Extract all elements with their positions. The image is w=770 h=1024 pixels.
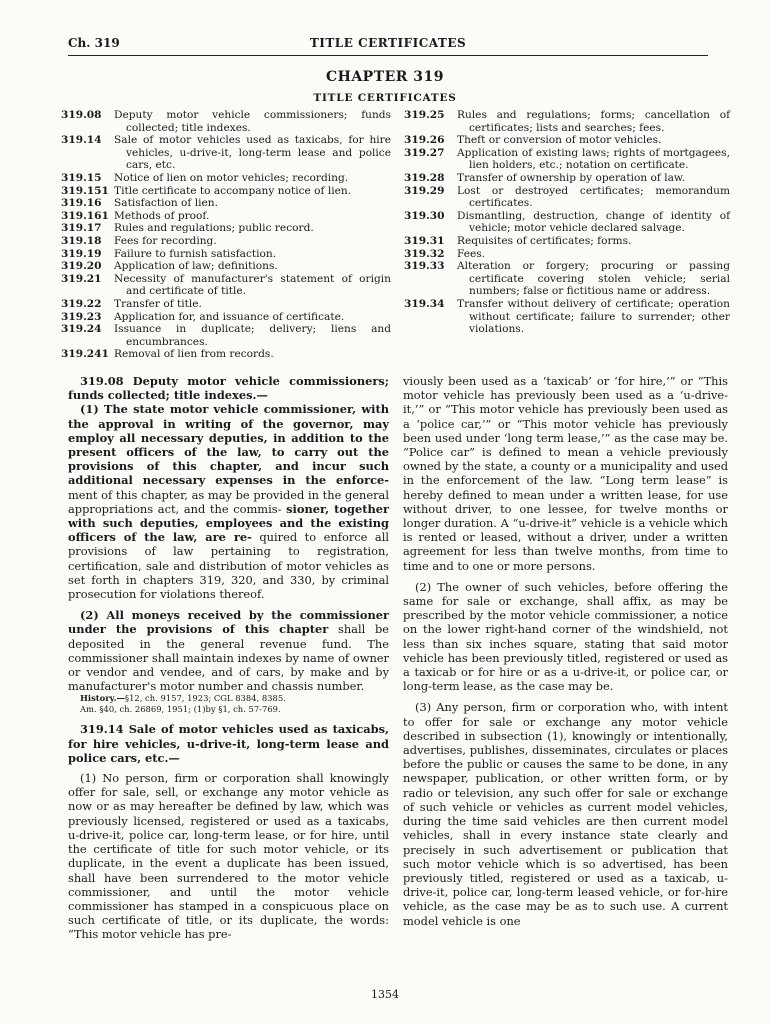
toc-section-title: Dismantling, destruction, change of identity of vehicle; motor vehicle declared salvage.	[457, 209, 730, 235]
toc-right-column	[404, 109, 730, 336]
toc-section-title: Transfer of title.	[114, 297, 202, 310]
toc-section-title: Methods of proof.	[114, 209, 210, 222]
toc-section-number: 319.30	[404, 209, 445, 222]
toc-entry	[404, 185, 730, 210]
toc-section-number: 319.24	[61, 323, 102, 336]
running-header	[68, 36, 708, 56]
toc-entry	[404, 109, 730, 134]
toc-entry	[61, 235, 391, 248]
toc-section-number: 319.29	[404, 184, 445, 197]
toc-section-number: 319.17	[61, 222, 102, 235]
running-title: TITLE CERTIFICATES	[309, 36, 467, 50]
toc-section-number: 319.31	[404, 234, 445, 247]
toc-section-number: 319.241	[61, 348, 109, 361]
body-left-column	[68, 374, 389, 949]
toc-section-number: 319.15	[61, 171, 102, 184]
toc-entry	[61, 348, 391, 361]
toc-entry	[61, 210, 391, 223]
toc-section-title: Application for, and issuance of certificate.	[114, 310, 345, 323]
toc-section-title: Necessity of manufacturer's statement of origin and certificate of title.	[114, 272, 391, 298]
toc-section-title: Failure to furnish satisfaction.	[114, 247, 277, 260]
toc-section-number: 319.23	[61, 310, 102, 323]
toc-section-title: Deputy motor vehicle commissioners; funds collected; title indexes.	[114, 109, 391, 134]
toc-section-number: 319.22	[61, 297, 102, 310]
toc-entry	[61, 197, 391, 210]
section-319-08-para-2: (2) All moneys received by the commissioner under the provisions of this chapter shall be deposited in the general revenue fund. The commissioner shall maintain indexes by name of owner or vendor and vendee, and of cars, by make and by manufacturer's motor number and chassis number.	[68, 608, 389, 694]
toc-section-number: 319.21	[61, 272, 102, 285]
toc-section-title: Sale of motor vehicles used as taxicabs, for hire vehicles, u-drive-it, long-term lease and police cars, etc.	[114, 134, 391, 172]
toc-entry	[404, 248, 730, 261]
toc-section-number: 319.28	[404, 171, 445, 184]
toc-section-number: 319.14	[61, 134, 102, 147]
toc-section-number: 319.18	[61, 234, 102, 247]
toc-section-title: Issuance in duplicate; delivery; liens and encumbrances.	[114, 323, 391, 348]
toc-entry	[404, 172, 730, 185]
section-319-14-para-3: (3) Any person, firm or corporation who, with intent to offer for sale or exchange any motor vehicle described in subsection (1), knowingly or intentionally, advertises, publishes, disseminates, circulates or places before the public or causes the same to be done, in any newspaper, publication, or other written form, or by radio or television, any such offer for sale or exchange of such vehicle or vehicles as current model vehicles, during the time said vehicles are then current model vehicles, shall in every instance state clearly and precisely in such advertisement or publication that such motor vehicle which is so advertised, has been previously titled, registered or used as a taxicab, u-drive-it, police car, long-term leased vehicle, or for-hire vehicle, as the case may be as to such use. A current model vehicle is one	[403, 700, 728, 928]
section-319-14-para-1-cont: viously been used as a ‘taxicab’ or ‘for hire,’” or “This motor vehicle has previously been used as a ‘u-drive-it,’” or “This motor vehicle has previously been used as a ‘police car,’” or “This motor vehicle has previously been used under ‘long term lease,’” as the case may be. “Police car” is defined to mean a vehicle previously owned by the state, a county or a municipality and used in the enforcement of the law. “Long term lease” is hereby defined to mean under a written lease, for use without driver, to one lessee, for twelve months or longer duration. A “u-drive-it” vehicle is a vehicle which is rented or leased, without a driver, under a written agreement for less than twelve months, from time to time and to one or more persons.	[403, 374, 728, 573]
toc-section-title: Theft or conversion of motor vehicles.	[457, 134, 662, 147]
toc-section-title: Application of law; definitions.	[114, 260, 278, 273]
toc-entry	[61, 185, 391, 198]
toc-section-number: 319.151	[61, 184, 109, 197]
section-319-08-heading: 319.08 Deputy motor vehicle commissioners; funds collected; title indexes.—	[68, 374, 389, 403]
toc-entry	[61, 248, 391, 261]
toc-entry	[404, 298, 730, 336]
toc-entry	[61, 260, 391, 273]
toc-section-number: 319.34	[404, 297, 445, 310]
toc-section-number: 319.16	[61, 197, 102, 210]
toc-section-title: Lost or destroyed certificates; memorandum certificates.	[457, 184, 730, 210]
page-number: 1354	[371, 988, 399, 1001]
toc-entry	[61, 323, 391, 348]
toc-entry	[404, 147, 730, 172]
toc-section-title: Fees.	[457, 247, 486, 260]
toc-section-number: 319.161	[61, 209, 109, 222]
toc-section-title: Transfer of ownership by operation of law.	[457, 171, 686, 184]
toc-entry	[404, 210, 730, 235]
toc-entry	[61, 311, 391, 324]
section-319-14-para-1: (1) No person, firm or corporation shall knowingly offer for sale, sell, or exchange any motor vehicle as now or as may hereafter be defined by law, which was previously licensed, registered or used as a taxicabs, u-drive-it, police car, long-term lease, or for hire, until the certificate of title for such motor vehicle, or its duplicate, in the event a duplicate has been issued, shall have been surrendered to the motor vehicle commissioner, and until the motor vehicle commissioner has stamped in a conspicuous place on such certificate of title, or its duplicate, the words: “This motor vehicle has pre-	[68, 771, 389, 942]
section-319-14-para-2: (2) The owner of such vehicles, before offering the same for sale or exchange, shall affix, as may be prescribed by the motor vehicle commissioner, a notice on the lower right-hand corner of the windshield, not less than six inches square, stating that said motor vehicle has been previously titled, registered or used as a taxicab or for hire or as a u-drive-it, or police car, or long-term lease, as the case may be.	[403, 579, 728, 694]
toc-section-title: Title certificate to accompany notice of lien.	[114, 184, 352, 197]
section-319-08-para-1: (1) The state motor vehicle commissioner, with the approval in writing of the governor, may employ all necessary deputies, in addition to the present officers of the law, to carry out the provisions of this chapter, and incur such additional necessary expenses in the enforce- ment of this chapter, as may be provided in the general appropriations act, and the commis- sioner, together with such deputies, employees and the existing officers of the law, are re- quired to enforce all provisions of law pertaining to registration, certification, sale and distribution of motor vehicles as set forth in chapters 319, 320, and 330, by criminal prosecution for violations thereof.	[68, 402, 390, 602]
toc-section-title: Satisfaction of lien.	[114, 197, 218, 210]
toc-entry	[61, 222, 391, 235]
toc-section-number: 319.20	[61, 260, 102, 273]
toc-section-title: Fees for recording.	[114, 234, 217, 247]
chapter-subtitle: TITLE CERTIFICATES	[313, 92, 457, 104]
toc-entry	[61, 273, 391, 298]
toc-section-title: Alteration or forgery; procuring or passing certificate covering stolen vehicle; serial numbers; false or fictitious name or address.	[457, 260, 730, 298]
toc-section-title: Transfer without delivery of certificate; operation without certificate; failure to surrender; other violations.	[457, 297, 730, 336]
section-319-14-heading: 319.14 Sale of motor vehicles used as taxicabs, for hire vehicles, u-drive-it, long-term lease and police cars, etc.—	[68, 722, 389, 765]
toc-left-column	[61, 109, 391, 361]
toc-entry	[61, 172, 391, 185]
toc-section-title: Rules and regulations; forms; cancellation of certificates; lists and searches; fees.	[457, 109, 730, 134]
toc-entry	[61, 134, 391, 172]
toc-entry	[404, 260, 730, 298]
body-right-column	[403, 374, 728, 935]
toc-entry	[61, 109, 391, 134]
toc-entry	[404, 134, 730, 147]
toc-section-number: 319.08	[61, 109, 102, 121]
toc-section-title: Application of existing laws; rights of mortgagees, lien holders, etc.; notation on certificate.	[457, 146, 730, 172]
chapter-title: CHAPTER 319	[325, 69, 445, 85]
toc-section-title: Removal of lien from records.	[114, 348, 274, 361]
toc-section-number: 319.32	[404, 247, 445, 260]
toc-section-title: Notice of lien on motor vehicles; recording.	[114, 171, 349, 184]
toc-section-title: Rules and regulations; public record.	[114, 222, 314, 235]
toc-entry	[404, 235, 730, 248]
history-note: History.—§12, ch. 9157, 1923; CGL 8384, 8385. Am. §40, ch. 26869, 1951; (1)by §1, ch. 57-769.	[80, 693, 286, 715]
toc-section-number: 319.26	[404, 134, 445, 147]
toc-section-number: 319.25	[404, 109, 445, 121]
toc-entry	[61, 298, 391, 311]
toc-section-number: 319.19	[61, 247, 102, 260]
toc-section-title: Requisites of certificates; forms.	[457, 234, 632, 247]
toc-section-number: 319.27	[404, 146, 445, 159]
toc-section-number: 319.33	[404, 260, 445, 273]
chapter-ref: Ch. 319	[68, 36, 120, 50]
